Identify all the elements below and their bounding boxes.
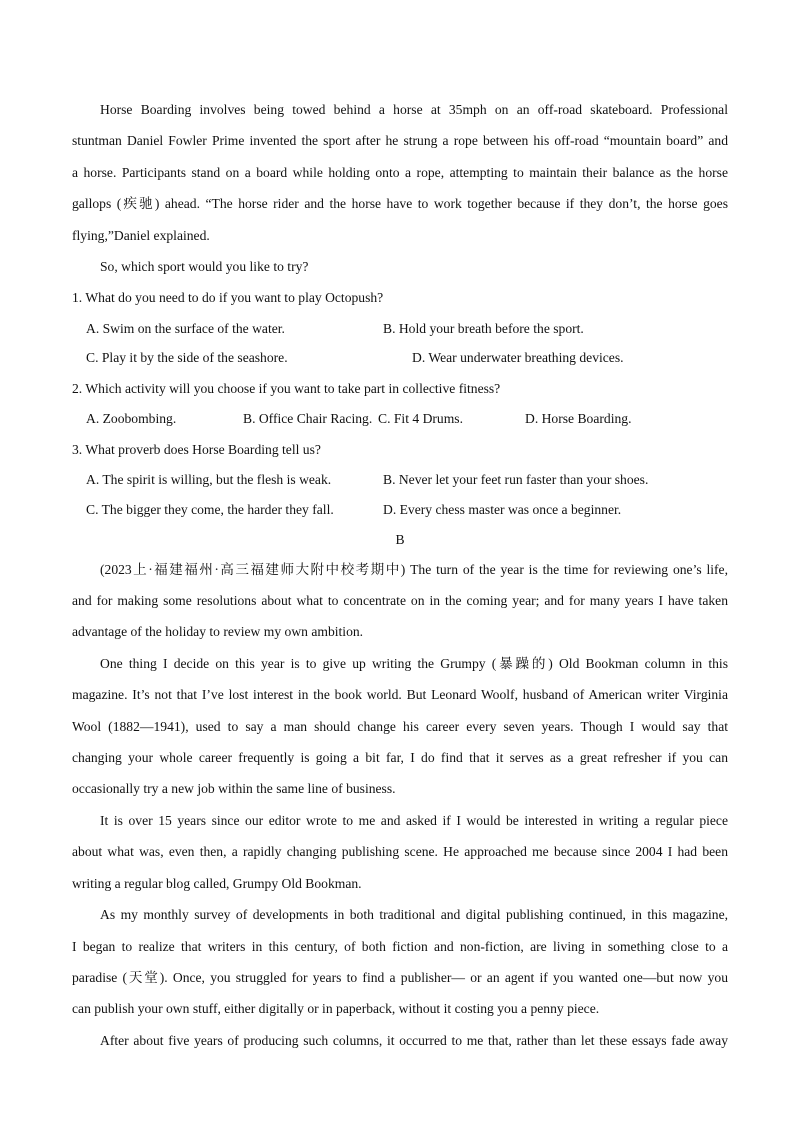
option-a[interactable]: A. The spirit is willing, but the flesh is weak.: [86, 472, 332, 488]
option-c[interactable]: C. Fit 4 Drums.: [378, 411, 463, 427]
option-row: [72, 495, 728, 525]
text-line: a horse. Participants stand on a board while holding onto a rope, attempting to maintain their balance as the horse: [72, 164, 728, 180]
text-line: stuntman Daniel Fowler Prime invented the sport after he strung a rope between his off-road “mountain board” and: [72, 133, 728, 149]
text-line: changing your whole career frequently is going a bit far, I do find that it serves as a great refresher if you can: [72, 750, 728, 766]
text-line: After about five years of producing such columns, it occurred to me that, rather than let these essays fade away: [100, 1032, 728, 1048]
option-b[interactable]: B. Office Chair Racing.: [243, 411, 373, 427]
option-c[interactable]: C. Play it by the side of the seashore.: [86, 350, 288, 366]
section-b-paragraph-4: [72, 899, 728, 1025]
option-d[interactable]: D. Every chess master was once a beginner.: [383, 502, 622, 518]
option-b[interactable]: B. Hold your breath before the sport.: [383, 320, 584, 336]
text-line: advantage of the holiday to review my own ambition.: [72, 624, 364, 640]
section-b-paragraph-2: [72, 648, 728, 805]
text-line: magazine. It’s not that I’ve lost interest in the book world. But Leonard Woolf, husband of American writer Virginia: [72, 687, 728, 703]
option-d[interactable]: D. Horse Boarding.: [525, 411, 632, 427]
text-line: Horse Boarding involves being towed behind a horse at 35mph on an off-road skateboard. Professional: [100, 102, 728, 117]
question-2: [72, 373, 728, 434]
section-b-paragraph-1: [72, 554, 728, 648]
option-row: [72, 465, 728, 495]
text-line: I began to realize that writers in this century, of both fiction and non-fiction, are living in something close to a: [72, 938, 728, 954]
text-line: (2023上·福建福州·高三福建师大附中校考期中) The turn of the year is the time for reviewing one’s life,: [100, 561, 728, 577]
text-line: One thing I decide on this year is to give up writing the Grumpy (暴躁的) Old Bookman column in this: [100, 655, 728, 671]
text-line: Wool (1882—1941), used to say a man should change his career every seven years. Though I would say that: [72, 718, 728, 734]
question-stem: 1. What do you need to do if you want to play Octopush?: [72, 290, 384, 306]
text-line: flying,”Daniel explained.: [72, 227, 210, 243]
question-stem: 2. Which activity will you choose if you want to take part in collective fitness?: [72, 381, 501, 397]
text-line: and for making some resolutions about what to concentrate on in the coming year; and for many years I have taken: [72, 593, 728, 609]
option-row: [72, 343, 728, 373]
text-line: about what was, even then, a rapidly changing publishing scene. He approached me because since 2004 I had been: [72, 844, 728, 860]
option-row: [72, 404, 728, 434]
option-d[interactable]: D. Wear underwater breathing devices.: [412, 350, 624, 366]
question-1: [72, 282, 728, 373]
text-line: paradise (天堂). Once, you struggled for years to find a publisher— or an agent if you wanted one—but now you: [72, 969, 728, 985]
section-b-paragraph-5: [72, 1025, 728, 1056]
question-3: [72, 434, 728, 525]
option-a[interactable]: A. Zoobombing.: [86, 411, 177, 427]
text-line: gallops (疾驰) ahead. “The horse rider and the horse have to work together because if they don’t, the horse goes: [72, 196, 728, 212]
question-stem: 3. What proverb does Horse Boarding tell us?: [72, 442, 321, 458]
option-row: [72, 314, 728, 344]
text-line: It is over 15 years since our editor wrote to me and asked if I would be interested in writing a regular piece: [100, 812, 728, 828]
text-line: occasionally try a new job within the same line of business.: [72, 781, 396, 797]
passage-a-closing: So, which sport would you like to try?: [100, 259, 309, 275]
text-line: can publish your own stuff, either digitally or in paperback, without it costing you a penny piece.: [72, 1001, 600, 1017]
section-b-label: B: [395, 531, 405, 547]
text-line: As my monthly survey of developments in both traditional and digital publishing continued, in this magazine,: [100, 907, 728, 923]
option-c[interactable]: C. The bigger they come, the harder they fall.: [86, 502, 334, 518]
passage-a-paragraph-1: [72, 94, 728, 251]
section-b-paragraph-3: [72, 805, 728, 899]
option-a[interactable]: A. Swim on the surface of the water.: [86, 320, 285, 336]
document-content: [72, 94, 728, 1056]
text-line: writing a regular blog called, Grumpy Old Bookman.: [72, 875, 362, 891]
option-b[interactable]: B. Never let your feet run faster than your shoes.: [383, 472, 649, 488]
